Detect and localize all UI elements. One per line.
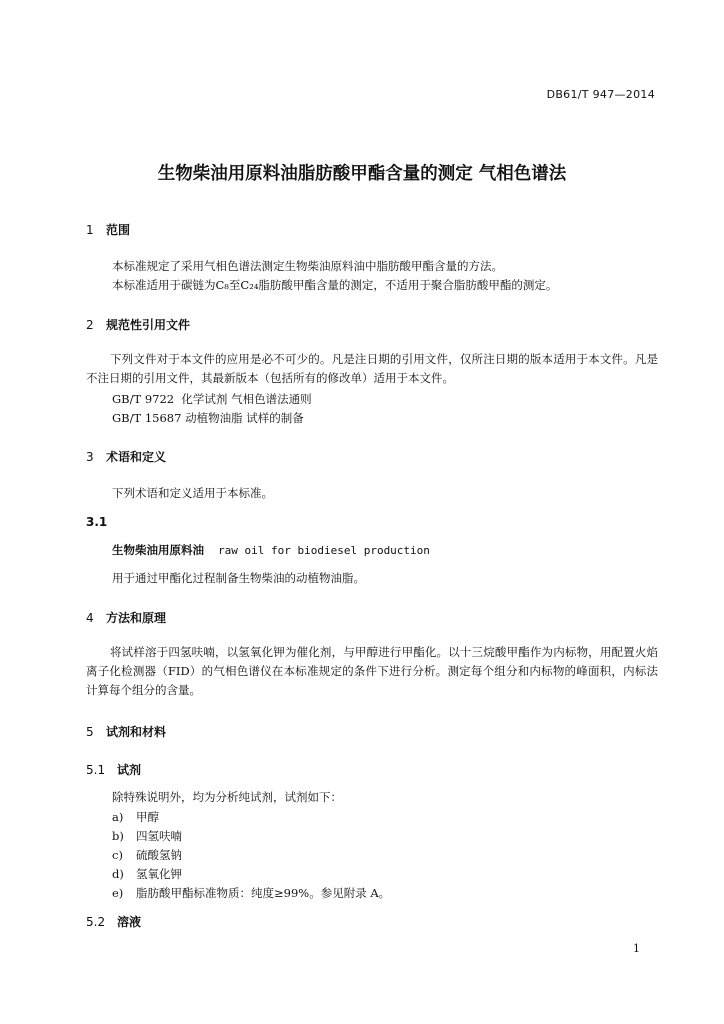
list-label: c) (112, 848, 123, 862)
section-2-heading (86, 316, 190, 333)
section-number: 5.2 (86, 915, 106, 929)
paragraph: 本标准规定了采用气相色谱法测定生物柴油原料油中脂肪酸甲酯含量的方法。 (112, 259, 503, 273)
reference-item: GB/T 15687 动植物油脂 试样的制备 (112, 411, 304, 425)
section-title: 溶液 (117, 915, 142, 929)
section-number: 1 (86, 223, 94, 237)
section-title: 术语和定义 (106, 450, 167, 464)
paragraph: 下列文件对于本文件的应用是必不可少的。凡是注日期的引用文件，仅所注日期的版本适用于本文件。凡是不注日期的引用文件，其最新版本（包括所有的修改单）适用于本文件。 (86, 352, 658, 385)
paragraph: 本标准适用于碳链为C₈至C₂₄脂肪酸甲酯含量的测定，不适用于聚合脂肪酸甲酯的测定。 (112, 278, 558, 292)
paragraph: 除特殊说明外，均为分析纯试剂，试剂如下： (112, 790, 342, 804)
list-item (112, 808, 159, 826)
section-number: 2 (86, 318, 94, 332)
list-item (112, 827, 182, 845)
term-definition: 用于通过甲酯化过程制备生物柴油的动植物油脂。 (112, 571, 365, 585)
section-number: 5 (86, 725, 94, 739)
reference-item: GB/T 9722 化学试剂 气相色谱法通则 (112, 392, 312, 406)
list-item (112, 884, 390, 902)
section-number: 3 (86, 450, 94, 464)
subsection-3-1-number: 3.1 (86, 515, 108, 529)
list-label: a) (112, 810, 124, 824)
paragraph: 将试样溶于四氢呋喃，以氢氧化钾为催化剂，与甲醇进行甲酯化。以十三烷酸甲酯作为内标物，用配置火焰离子化检测器（FID）的气相色谱仪在本标准规定的条件下进行分析。测定每个组分和内标物的峰面积，内标法计算每个组分的含量。 (86, 645, 658, 697)
section-1-heading (86, 221, 130, 238)
list-item (112, 865, 182, 883)
list-text: 甲醇 (136, 810, 159, 824)
section-number: 5.1 (86, 763, 106, 777)
section-title: 试剂和材料 (106, 725, 167, 739)
subsection-5-2-heading (86, 913, 141, 930)
list-item (112, 846, 182, 864)
subsection-5-1-heading (86, 761, 141, 778)
section-title: 规范性引用文件 (106, 318, 191, 332)
list-text: 氢氧化钾 (136, 867, 182, 881)
term-entry (112, 542, 430, 558)
section-title: 方法和原理 (106, 611, 167, 625)
list-label: b) (112, 829, 124, 843)
section-title: 试剂 (117, 763, 142, 777)
section-title: 范围 (106, 223, 131, 237)
list-text: 硫酸氢钠 (136, 848, 182, 862)
section-number: 4 (86, 611, 94, 625)
page-title: 生物柴油用原料油脂肪酸甲酯含量的测定 气相色谱法 (157, 164, 567, 184)
section-5-heading (86, 723, 166, 740)
list-label: d) (112, 867, 124, 881)
paragraph: 下列术语和定义适用于本标准。 (112, 486, 273, 500)
page-number: 1 (633, 942, 640, 955)
list-label: e) (112, 886, 124, 900)
term-english: raw oil for biodiesel production (218, 544, 430, 557)
term-chinese: 生物柴油用原料油 (112, 543, 204, 557)
document-code: DB61/T 947—2014 (546, 88, 655, 101)
list-text: 四氢呋喃 (136, 829, 182, 843)
list-text: 脂肪酸甲酯标准物质：纯度≥99%。参见附录 A。 (136, 886, 391, 900)
section-3-heading (86, 448, 166, 465)
section-4-heading (86, 609, 166, 626)
